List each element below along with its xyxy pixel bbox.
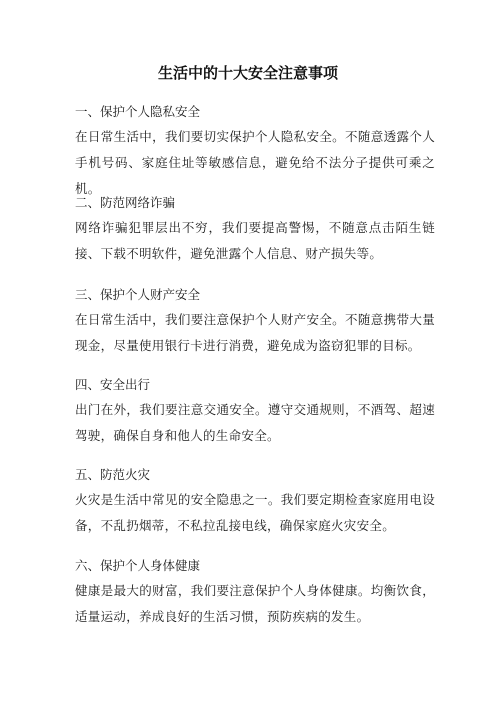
- section-body: 出门在外，我们要注意交通安全。遵守交通规则，不酒驾、超速驾驶，确保自身和他人的生命安全。: [75, 402, 435, 443]
- section-body: 在日常生活中，我们要切实保护个人隐私安全。不随意透露个人手机号码、家庭住址等敏感信息，避免给不法分子提供可乘之机。: [75, 129, 435, 196]
- section-heading: 一、保护个人隐私安全: [75, 104, 201, 119]
- section-online-fraud: [75, 195, 435, 267]
- section-heading: 二、防范网络诈骗: [75, 195, 176, 210]
- section-health: [75, 558, 435, 630]
- section-body: 火灾是生活中常见的安全隐患之一。我们要定期检查家庭用电设备，不乱扔烟蒂，不私拉乱接电线，确保家庭火灾安全。: [75, 492, 435, 533]
- section-heading: 四、安全出行: [75, 377, 151, 392]
- section-body: 网络诈骗犯罪层出不穷，我们要提高警惕，不随意点击陌生链接、下载不明软件，避免泄露个人信息、财产损失等。: [75, 220, 435, 261]
- section-body: 健康是最大的财富，我们要注意保护个人身体健康。均衡饮食，适量运动，养成良好的生活习惯，预防疾病的发生。: [75, 583, 435, 624]
- section-heading: 三、保护个人财产安全: [75, 287, 201, 302]
- section-privacy: [75, 104, 435, 202]
- section-fire: [75, 467, 435, 539]
- section-property: [75, 287, 435, 359]
- section-heading: 六、保护个人身体健康: [75, 558, 201, 573]
- section-body: 在日常生活中，我们要注意保护个人财产安全。不随意携带大量现金，尽量使用银行卡进行消费，避免成为盗窃犯罪的目标。: [75, 312, 435, 353]
- document-title: 生活中的十大安全注意事项: [157, 64, 338, 82]
- section-travel: [75, 377, 435, 449]
- section-heading: 五、防范火灾: [75, 467, 151, 482]
